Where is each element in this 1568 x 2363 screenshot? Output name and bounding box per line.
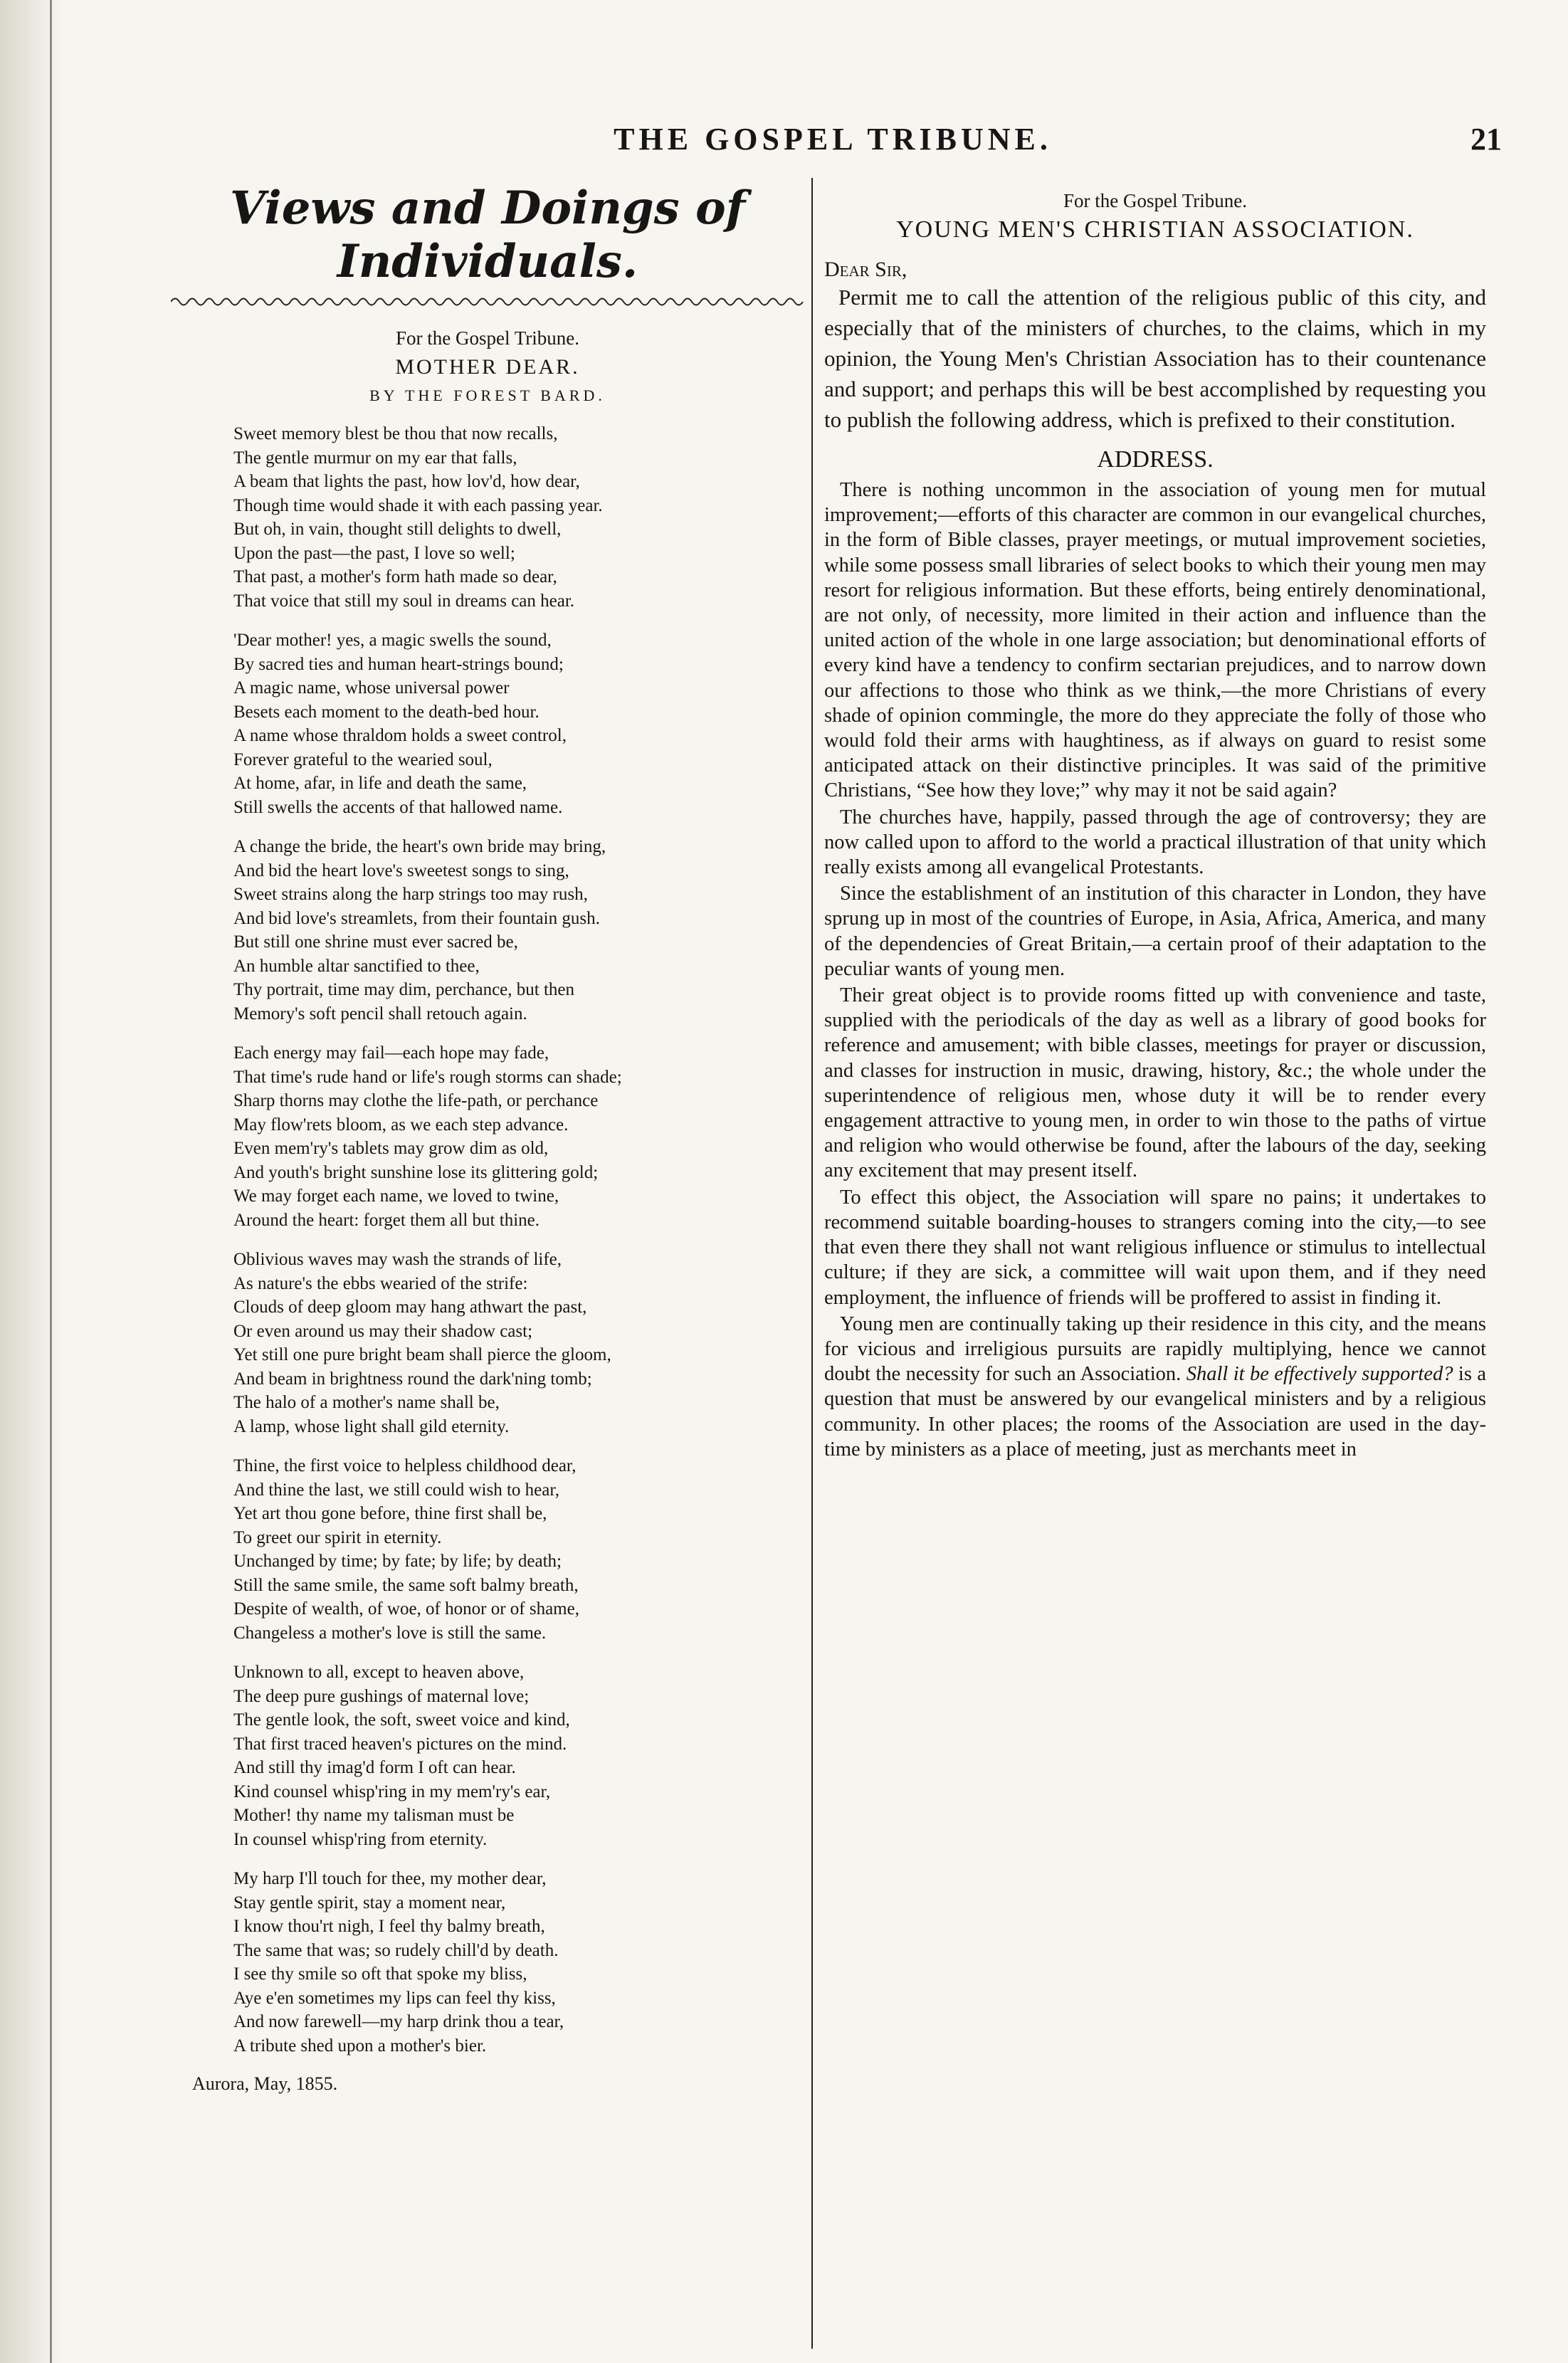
article-title: YOUNG MEN'S CHRISTIAN ASSOCIATION.: [896, 216, 1414, 243]
poem-byline: BY THE FOREST BARD.: [369, 386, 606, 404]
poem-line: The halo of a mother's name shall be,: [233, 1393, 500, 1412]
poem-line: Changeless a mother's love is still the same.: [233, 1623, 547, 1643]
poem-line: A magic name, whose universal power: [233, 678, 510, 698]
poem-stanza: [171, 835, 804, 1026]
poem-line: But oh, in vain, thought still delights to dwell,: [233, 520, 562, 539]
poem-stanza: [171, 1867, 804, 2058]
poem-line: That first traced heaven's pictures on the mind.: [233, 1734, 567, 1754]
poem-line: A name whose thraldom holds a sweet control,: [233, 726, 567, 745]
poem-line: And beam in brightness round the dark'ning tomb;: [233, 1369, 592, 1389]
poem-line: And thine the last, we still could wish to hear,: [233, 1480, 559, 1500]
poem-stanza: [171, 1248, 804, 1438]
poem-line: A lamp, whose light shall gild eternity.: [233, 1416, 510, 1436]
poem-line: Upon the past—the past, I love so well;: [233, 543, 515, 563]
poem-line: The gentle look, the soft, sweet voice and kind,: [233, 1710, 570, 1730]
poem-line: Stay gentle spirit, stay a moment near,: [233, 1893, 506, 1912]
left-column: [171, 174, 804, 2095]
poem-line: Yet still one pure bright beam shall pierce the gloom,: [233, 1345, 611, 1364]
poem-line: Thine, the first voice to helpless childhood dear,: [233, 1456, 577, 1475]
page-number: 21: [1470, 122, 1502, 157]
column-divider: [811, 178, 813, 2349]
poem-line: And bid the heart love's sweetest songs to sing,: [233, 861, 569, 880]
poem-body: [171, 422, 804, 2058]
poem-line: I see thy smile so oft that spoke my bliss,: [233, 1964, 527, 1984]
poem-line: Thy portrait, time may dim, perchance, but then: [233, 980, 575, 999]
poem-line: The gentle murmur on my ear that falls,: [233, 448, 517, 468]
body-paragraph-3: Since the establishment of an institution of this character in London, they have sprung up in most of the countries of Europe, in Asia, Africa, America, and many of the dependencies of Great Britain,—a certain proof of their adaptation to the peculiar wants of young men.: [824, 883, 1486, 980]
poem-line: The same that was; so rudely chill'd by death.: [233, 1940, 559, 1960]
poem-stanza: [171, 1454, 804, 1645]
poem-line: Or even around us may their shadow cast;: [233, 1321, 533, 1341]
poem-line: Kind counsel whisp'ring in my mem'ry's ear,: [233, 1782, 551, 1801]
body-paragraph-1: There is nothing uncommon in the association of young men for mutual improvement;—efforts of this character are common in our evangelical churches, in the form of Bible classes, prayer meetings, or mutual improvement societies, while some possess small libraries of select books to which their young men may resort for religious information. But these efforts, being entirely denominational, are not only, of necessity, more limited in their action and influence than the united action of the whole in one large association; but denominational efforts of every kind have a tendency to confirm sectarian prejudices, and to narrow down our affections to those who think as we think,—the more Christians of every shade of opinion commingle, the more do they appreciate the folly of those who would fold their arms with haughtiness, as if always on guard to resist some anticipated attack on their distinctive principles. It was said of the primitive Christians, “See how they love;” why may it not be said again?: [824, 479, 1486, 802]
poem-line: Oblivious waves may wash the strands of life,: [233, 1250, 562, 1269]
poem-stanza: [171, 422, 804, 613]
poem-line: An humble altar sanctified to thee,: [233, 956, 480, 976]
poem-line: A beam that lights the past, how lov'd, how dear,: [233, 472, 580, 491]
poem-line: And now farewell—my harp drink thou a tear,: [233, 2012, 564, 2031]
binding-edge: [50, 0, 52, 2363]
poem-line: We may forget each name, we loved to twine,: [233, 1186, 559, 1206]
body-paragraph-5: To effect this object, the Association will spare no pains; it undertakes to recommend suitable boarding-houses to strangers coming into the city,—to see that even there they shall not want religious influence or stimulus to intellectual culture; if they are sick, a committee will wait upon them, and if they need employment, the influence of friends will be proffered to assist in finding it.: [824, 1186, 1486, 1309]
address-heading: ADDRESS.: [1097, 446, 1214, 473]
poem-line: Sweet strains along the harp strings too may rush,: [233, 885, 588, 904]
poem-line: Yet art thou gone before, thine first shall be,: [233, 1504, 547, 1523]
poem-line: Sweet memory blest be thou that now recalls,: [233, 424, 558, 443]
poem-line: Still swells the accents of that hallowed name.: [233, 797, 563, 817]
poem-line: And bid love's streamlets, from their fountain gush.: [233, 908, 600, 928]
poem-line: Despite of wealth, of woe, of honor or of shame,: [233, 1599, 579, 1619]
poem-line: Though time would shade it with each passing year.: [233, 495, 603, 515]
poem-line: And still thy imag'd form I oft can hear.: [233, 1758, 516, 1777]
body-paragraph-4: Their great object is to provide rooms fitted up with convenience and taste, supplied with the periodicals of the day as well as a library of good books for reference and amusement; with bible classes, meetings for prayer or discussion, and classes for instruction in music, drawing, history, &c.; the whole under the superintendence of religious men, whose duty it will be to render every engagement attractive to young men, in order to win those to the paths of virtue and religion who would otherwise be found, after the labours of the day, seeking any excitement that may present itself.: [824, 984, 1486, 1182]
poem-line: Each energy may fail—each hope may fade,: [233, 1043, 549, 1063]
body-paragraph-6: [817, 1312, 1493, 1462]
poem-line: Around the heart: forget them all but thine.: [233, 1210, 540, 1230]
poem-line: That voice that still my soul in dreams can hear.: [233, 591, 575, 611]
poem-stanza: [171, 1041, 804, 1232]
page-spine-shadow: [0, 0, 64, 2363]
section-title: Views and Doings of Individuals.: [229, 181, 746, 288]
poem-line: That past, a mother's form hath made so dear,: [233, 567, 557, 586]
poem-line: Even mem'ry's tablets may grow dim as old,: [233, 1139, 549, 1158]
poem-line: And youth's bright sunshine lose its glittering gold;: [233, 1162, 599, 1182]
poem-line: May flow'rets bloom, as we each step advance.: [233, 1115, 569, 1135]
poem-stanza: [171, 628, 804, 819]
page-header: [164, 121, 1502, 171]
article-intro: [817, 282, 1493, 435]
poem-line: But still one shrine must ever sacred be,: [233, 932, 518, 952]
poem-line: At home, afar, in life and death the same,: [233, 774, 527, 793]
poem-line: Besets each moment to the death-bed hour.: [233, 702, 540, 722]
poem-line: Forever grateful to the wearied soul,: [233, 749, 493, 769]
poem-credit: For the Gospel Tribune.: [395, 327, 580, 349]
body-paragraph-2: The churches have, happily, passed through the age of controversy; they are now called upon to afford to the world a practical illustration of that unity which really exists among all evangelical Protestants.: [824, 806, 1486, 879]
poem-line: A tribute shed upon a mother's bier.: [233, 2036, 487, 2056]
paragraph-6-text: Young men are continually taking up their residence in this city, and the means for vicious and irreligious pursuits are rapidly multiplying, hence we cannot doubt the necessity for such an Association.: [824, 1312, 1486, 1386]
article-body: [817, 478, 1493, 1462]
poem-line: Clouds of deep gloom may hang athwart the past,: [233, 1298, 587, 1317]
poem-title: MOTHER DEAR.: [395, 355, 580, 379]
poem-line: Still the same smile, the same soft balmy breath,: [233, 1575, 579, 1595]
intro-paragraph: Permit me to call the attention of the religious public of this city, and especially that of the ministers of churches, to the claims, which in my opinion, the Young Men's Christian Association has to their countenance and support; and perhaps this will be best accomplished by requesting you to publish the following address, which is prefixed to their constitution.: [824, 285, 1486, 432]
poem-signoff: Aurora, May, 1855.: [192, 2073, 338, 2094]
right-column: [817, 174, 1493, 1462]
poem-line: To greet our spirit in eternity.: [233, 1527, 442, 1547]
poem-line: The deep pure gushings of maternal love;: [233, 1686, 530, 1706]
poem-stanza: [171, 1661, 804, 1851]
poem-line: My harp I'll touch for thee, my mother dear,: [233, 1869, 547, 1888]
paragraph-6-continued: is a question that must be answered by our evangelical ministers and by a religious community. In other places; the rooms of the Association are used in the day-time by ministers as a place of meeting, just as merchants meet in: [824, 1363, 1486, 1461]
paragraph-6-italic: Shall it be effectively supported?: [1186, 1363, 1453, 1386]
poem-line: Memory's soft pencil shall retouch again.: [233, 1004, 527, 1023]
poem-line: That time's rude hand or life's rough storms can shade;: [233, 1067, 622, 1087]
poem-line: Unchanged by time; by fate; by life; by death;: [233, 1552, 562, 1571]
poem-line: A change the bride, the heart's own bride may bring,: [233, 837, 606, 856]
poem-line: Unknown to all, except to heaven above,: [233, 1663, 525, 1682]
poem-line: In counsel whisp'ring from eternity.: [233, 1829, 488, 1849]
wavy-rule: [171, 293, 804, 311]
poem-line: By sacred ties and human heart-strings bound;: [233, 654, 564, 674]
running-title: THE GOSPEL TRIBUNE.: [614, 122, 1052, 157]
poem-line: Aye e'en sometimes my lips can feel thy kiss,: [233, 1988, 556, 2008]
poem-line: As nature's the ebbs wearied of the strife:: [233, 1273, 528, 1293]
poem-line: 'Dear mother! yes, a magic swells the sound,: [233, 631, 552, 650]
salutation: Dear Sir,: [824, 258, 907, 281]
poem-line: I know thou'rt nigh, I feel thy balmy breath,: [233, 1917, 545, 1936]
poem-line: Mother! thy name my talisman must be: [233, 1806, 515, 1825]
article-credit: For the Gospel Tribune.: [1063, 190, 1248, 211]
poem-line: Sharp thorns may clothe the life-path, or perchance: [233, 1091, 599, 1110]
